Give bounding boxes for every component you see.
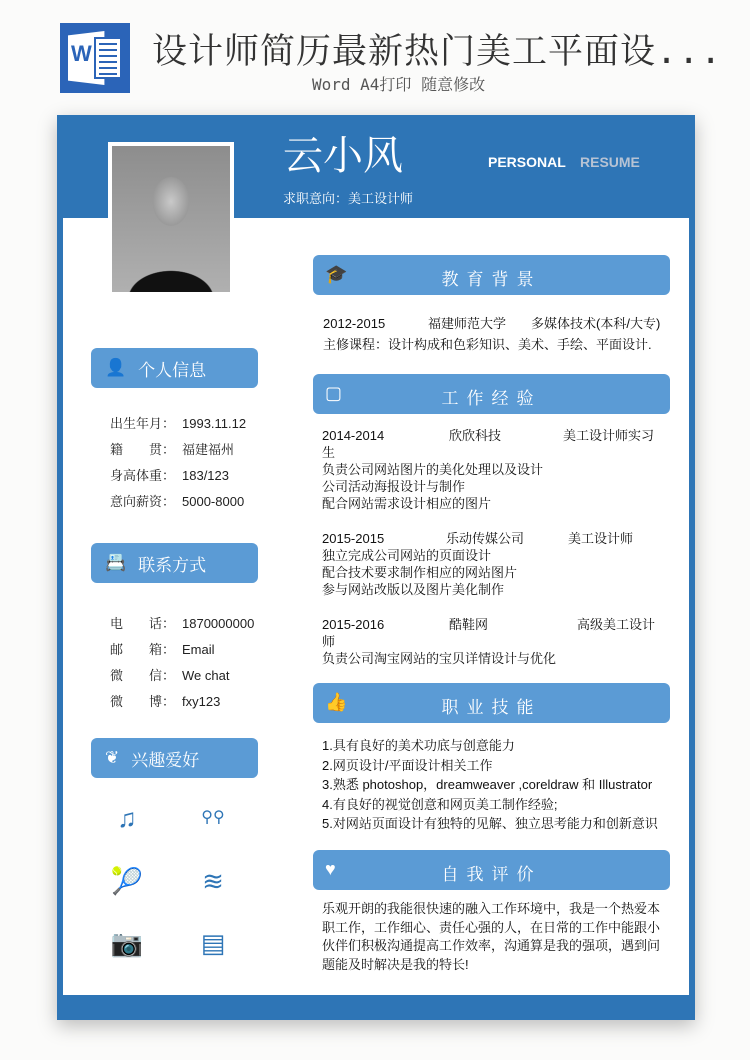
skills-list: 1.具有良好的美术功底与创意能力 2.网页设计/平面设计相关工作 3.熟悉 photoshop，dreamweaver ,coreldraw 和 Illustrator 4.有良好的视觉创意和网页美工制作经验; 5.对网站页面设计有独特的见解、独立思考能力和创新意识 xyxy=(322,738,658,831)
candidate-name: 云小风 xyxy=(283,134,403,178)
hobbies-header: ❦ 兴趣爱好 xyxy=(91,738,258,778)
job-objective: 求职意向：美工设计师 xyxy=(283,191,414,206)
cube-icon: ▢ xyxy=(325,383,343,403)
personal-info-list xyxy=(110,411,246,515)
info-row: 身高体重： 183/123 xyxy=(110,468,229,483)
swimming-icon: ≋ xyxy=(202,866,224,896)
personal-label: PERSONAL xyxy=(488,154,566,170)
education-header: 🎓 教育背景 xyxy=(313,255,670,295)
contact-card-icon: 📇 xyxy=(105,553,127,572)
work-job: 2014-2014 欣欣科技 美工设计师实习 生 负责公司网站图片的美化处理以及设计 公司活动海报设计与制作 配合网站需求设计相应的图片 xyxy=(322,428,655,511)
word-icon: W xyxy=(60,23,130,93)
books-icon: ▤ xyxy=(200,928,226,958)
profile-photo xyxy=(108,142,234,296)
person-icon: 👤 xyxy=(105,358,127,377)
bicycle-icon: ⚲⚲ xyxy=(201,809,225,826)
document-subtitle: Word A4打印 随意修改 xyxy=(312,75,486,94)
hearts-icon: ❦ xyxy=(105,748,120,767)
contact-row: 微 博： fxy123 xyxy=(110,694,221,709)
personal-info-header: 👤 个人信息 xyxy=(91,348,258,388)
work-job: 2015-2016 酷鞋网 高级美工设计 师 负责公司淘宝网站的宝贝详情设计与优化 xyxy=(322,617,656,666)
contact-row: 邮 箱： Email xyxy=(110,642,215,657)
work-job: 2015-2015 乐动传媒公司 美工设计师 独立完成公司网站的页面设计 配合技术要求制作相应的网站图片 参与网站改版以及图片美化制作 xyxy=(322,531,634,597)
tennis-icon: 🎾 xyxy=(110,866,144,896)
graduation-cap-icon: 🎓 xyxy=(325,264,348,284)
heart-icon: ♥ xyxy=(325,859,336,879)
self-evaluation-header: ♥ 自我评价 xyxy=(313,850,670,890)
education-content: 2012-2015 福建师范大学 多媒体技术(本科/大专) 主修课程：设计构成和色彩知识、美术、手绘、平面设计. xyxy=(323,316,661,352)
info-row: 出生年月： 1993.11.12 xyxy=(110,416,247,431)
info-row: 意向薪资： 5000-8000 xyxy=(110,494,245,509)
resume-label: RESUME xyxy=(580,154,640,170)
work-header: ▢ 工作经验 xyxy=(313,374,670,414)
contact-row: 微 信： We chat xyxy=(110,668,230,683)
info-row: 籍 贯： 福建福州 xyxy=(110,442,235,457)
thumbs-up-icon: 👍 xyxy=(325,692,348,712)
contact-header: 📇 联系方式 xyxy=(91,543,258,583)
music-icon: ♫ xyxy=(117,803,137,833)
camera-icon: 📷 xyxy=(110,928,144,958)
contact-list xyxy=(110,611,254,715)
self-evaluation-text: 乐观开朗的我能很快速的融入工作环境中，我是一个热爱本职工作，工作细心、责任心强的人，在日常的工作中能跟小伙伴们积极沟通提高工作效率，沟通算是我的强项，遇到问题能及时解决是我的特长! xyxy=(322,901,661,972)
contact-row: 电 话： 1870000000 xyxy=(110,616,255,631)
document-title: 设计师简历最新热门美工平面设... xyxy=(152,32,723,72)
skills-header: 👍 职业技能 xyxy=(313,683,670,723)
